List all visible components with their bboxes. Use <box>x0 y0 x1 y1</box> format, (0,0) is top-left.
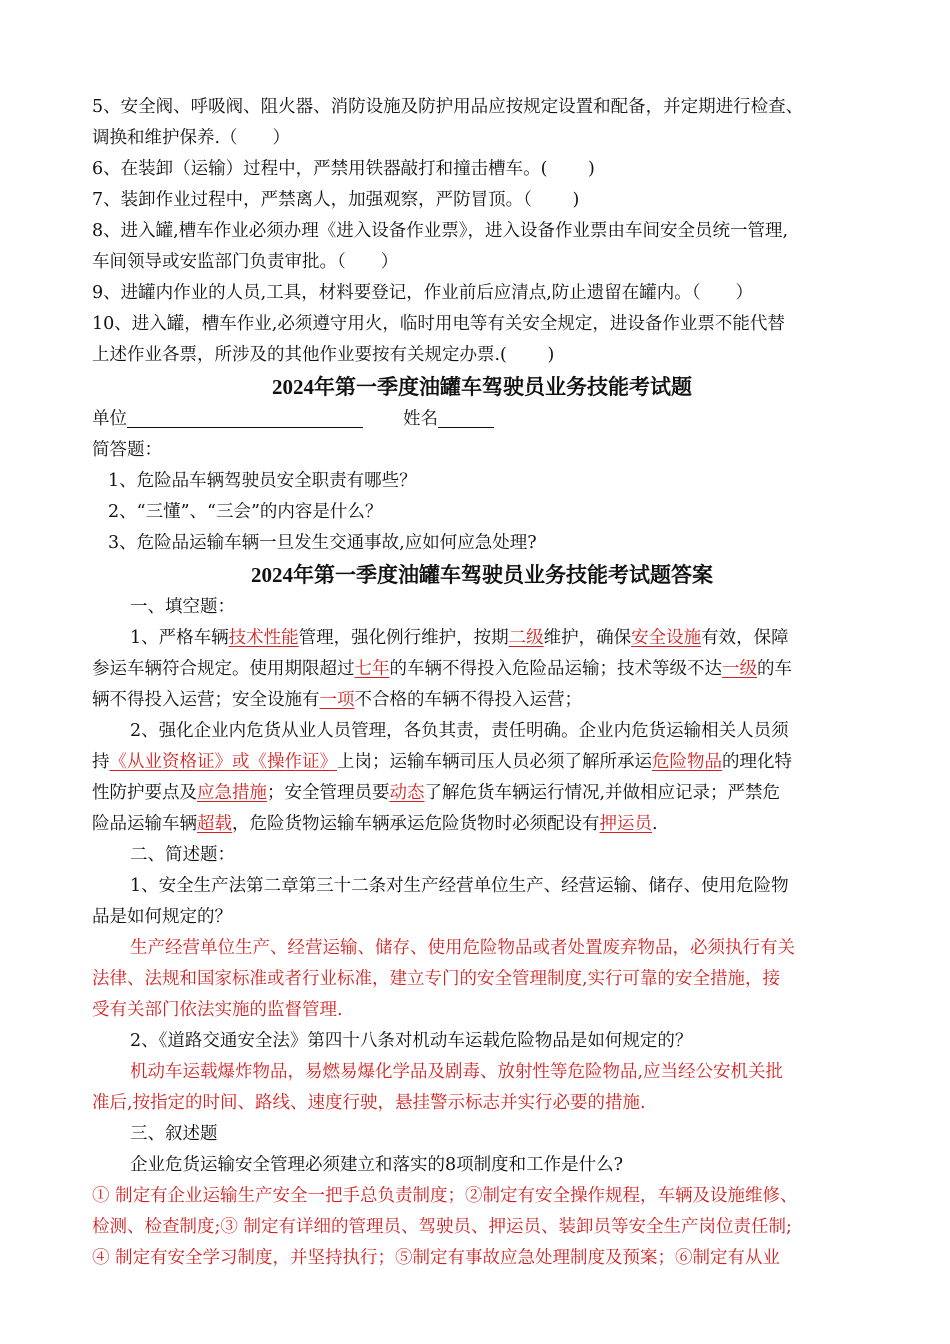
unit-blank <box>127 407 363 428</box>
brief-question-1-line-2: 品是如何规定的？ <box>92 907 232 927</box>
fill-answer-2-line-1: 2、强化企业内危货从业人员管理，各负其责，责任明确。企业内危货运输相关人员须 <box>130 721 789 741</box>
question-7: 7、装卸作业过程中，严禁离人，加强观察，严防冒顶。（ ) <box>92 190 580 210</box>
exam-item-3: 3、危险品运输车辆一旦发生交通事故,应如何应急处理? <box>108 533 537 553</box>
narrative-question: 企业危货运输安全管理必须建立和落实的8项制度和工作是什么? <box>130 1155 624 1175</box>
section-1-heading: 一、填空题： <box>130 597 235 617</box>
brief-question-2: 2、《道路交通安全法》第四十八条对机动车运载危险物品是如何规定的？ <box>130 1031 693 1051</box>
blank-answer: 二级 <box>508 628 544 648</box>
exam-title: 2024年第一季度油罐车驾驶员业务技能考试题 <box>272 375 692 399</box>
fill-answer-2-line-3: 性防护要点及应急措施；安全管理员要动态了解危货车辆运行情况,并做相应记录；严禁危 <box>92 783 781 803</box>
brief-question-1-line-1: 1、安全生产法第二章第三十二条对生产经营单位生产、经营运输、储存、使用危险物 <box>130 876 789 896</box>
brief-answer-2-line-2: 准后,按指定的时间、路线、速度行驶，悬挂警示标志并实行必要的措施. <box>92 1093 646 1113</box>
blank-answer: 安全设施 <box>631 628 702 648</box>
exam-item-2: 2、“三懂”、“三会”的内容是什么？ <box>108 502 383 522</box>
blank-answer: 危险物品 <box>652 752 722 772</box>
fill-answer-1-line-3: 辆不得投入运营；安全设施有一项不合格的车辆不得投入运营； <box>92 690 582 710</box>
blank-answer: 《从业资格证》或《操作证》 <box>109 752 337 772</box>
blank-answer: 技术性能 <box>228 628 299 648</box>
question-6: 6、在装卸（运输）过程中，严禁用铁器敲打和撞击槽车。( ) <box>92 159 595 179</box>
blank-answer: 一级 <box>722 659 757 679</box>
exam-item-1: 1、危险品车辆驾驶员安全职责有哪些？ <box>108 471 417 491</box>
brief-answer-2-line-1: 机动车运载爆炸物品，易燃易爆化学品及剧毒、放射性等危险物品,应当经公安机关批 <box>130 1062 784 1082</box>
question-5-line-2: 调换和维护保养.（ ） <box>92 128 291 148</box>
narrative-answer-line-1: ① 制定有企业运输生产安全一把手总负责制度；②制定有安全操作规程，车辆及设施维修、 <box>92 1186 798 1206</box>
fill-answer-2-line-2: 持《从业资格证》或《操作证》上岗；运输车辆司压人员必须了解所承运危险物品的理化特 <box>92 752 792 772</box>
brief-answer-1-line-2: 法律、法规和国家标准或者行业标准，建立专门的安全管理制度,实行可靠的安全措施，接 <box>92 969 781 989</box>
fill-answer-1-line-2: 参运车辆符合规定。使用期限超过七年的车辆不得投入危险品运输；技术等级不达一级的车 <box>92 659 792 679</box>
blank-answer: 七年 <box>354 659 390 679</box>
short-answer-heading: 简答题： <box>92 440 162 460</box>
fill-answer-2-line-4: 险品运输车辆超载，危险货物运输车辆承运危险货物时必须配设有押运员. <box>92 814 658 834</box>
blank-answer: 动态 <box>389 783 425 803</box>
section-3-heading: 三、叙述题 <box>130 1124 218 1144</box>
question-8-line-1: 8、进入罐,槽车作业必须办理《进入设备作业票》，进入设备作业票由车间安全员统一管理, <box>92 221 789 241</box>
brief-answer-1-line-1: 生产经营单位生产、经营运输、储存、使用危险物品或者处置废弃物品，必须执行有关 <box>130 938 795 958</box>
unit-label: 单位 <box>92 409 127 429</box>
question-9: 9、进罐内作业的人员,工具，材料要登记，作业前后应清点,防止遗留在罐内。（ ） <box>92 283 754 303</box>
unit-name-row <box>92 404 872 435</box>
fill-answer-1-line-1: 1、严格车辆技术性能管理，强化例行维护，按期二级维护，确保安全设施有效，保障 <box>130 628 789 648</box>
name-label: 姓名 <box>403 409 438 429</box>
section-2-heading: 二、简述题： <box>130 845 235 865</box>
question-5-line-1: 5、安全阀、呼吸阀、阻火器、消防设施及防护用品应按规定设置和配备，并定期进行检查、 <box>92 97 804 117</box>
question-10-line-2: 上述作业各票，所涉及的其他作业要按有关规定办票.( ) <box>92 345 555 365</box>
narrative-answer-line-3: ④ 制定有安全学习制度，并坚持执行；⑤制定有事故应急处理制度及预案；⑥制定有从业 <box>92 1248 781 1268</box>
document-page <box>92 92 872 1274</box>
narrative-answer-line-2: 检测、检查制度;③ 制定有详细的管理员、驾驶员、押运员、装卸员等安全生产岗位责任制; <box>92 1217 792 1237</box>
name-blank <box>438 407 494 428</box>
blank-answer: 应急措施 <box>197 783 267 803</box>
question-8-line-2: 车间领导或安监部门负责审批。（ ） <box>92 252 399 272</box>
blank-answer: 超载 <box>197 814 232 834</box>
blank-answer: 押运员 <box>599 814 652 834</box>
blank-answer: 一项 <box>319 690 355 710</box>
answers-title: 2024年第一季度油罐车驾驶员业务技能考试题答案 <box>251 563 713 587</box>
question-10-line-1: 10、进入罐，槽车作业,必须遵守用火，临时用电等有关安全规定，进设备作业票不能代替 <box>92 314 785 334</box>
brief-answer-1-line-3: 受有关部门依法实施的监督管理. <box>92 1000 343 1020</box>
